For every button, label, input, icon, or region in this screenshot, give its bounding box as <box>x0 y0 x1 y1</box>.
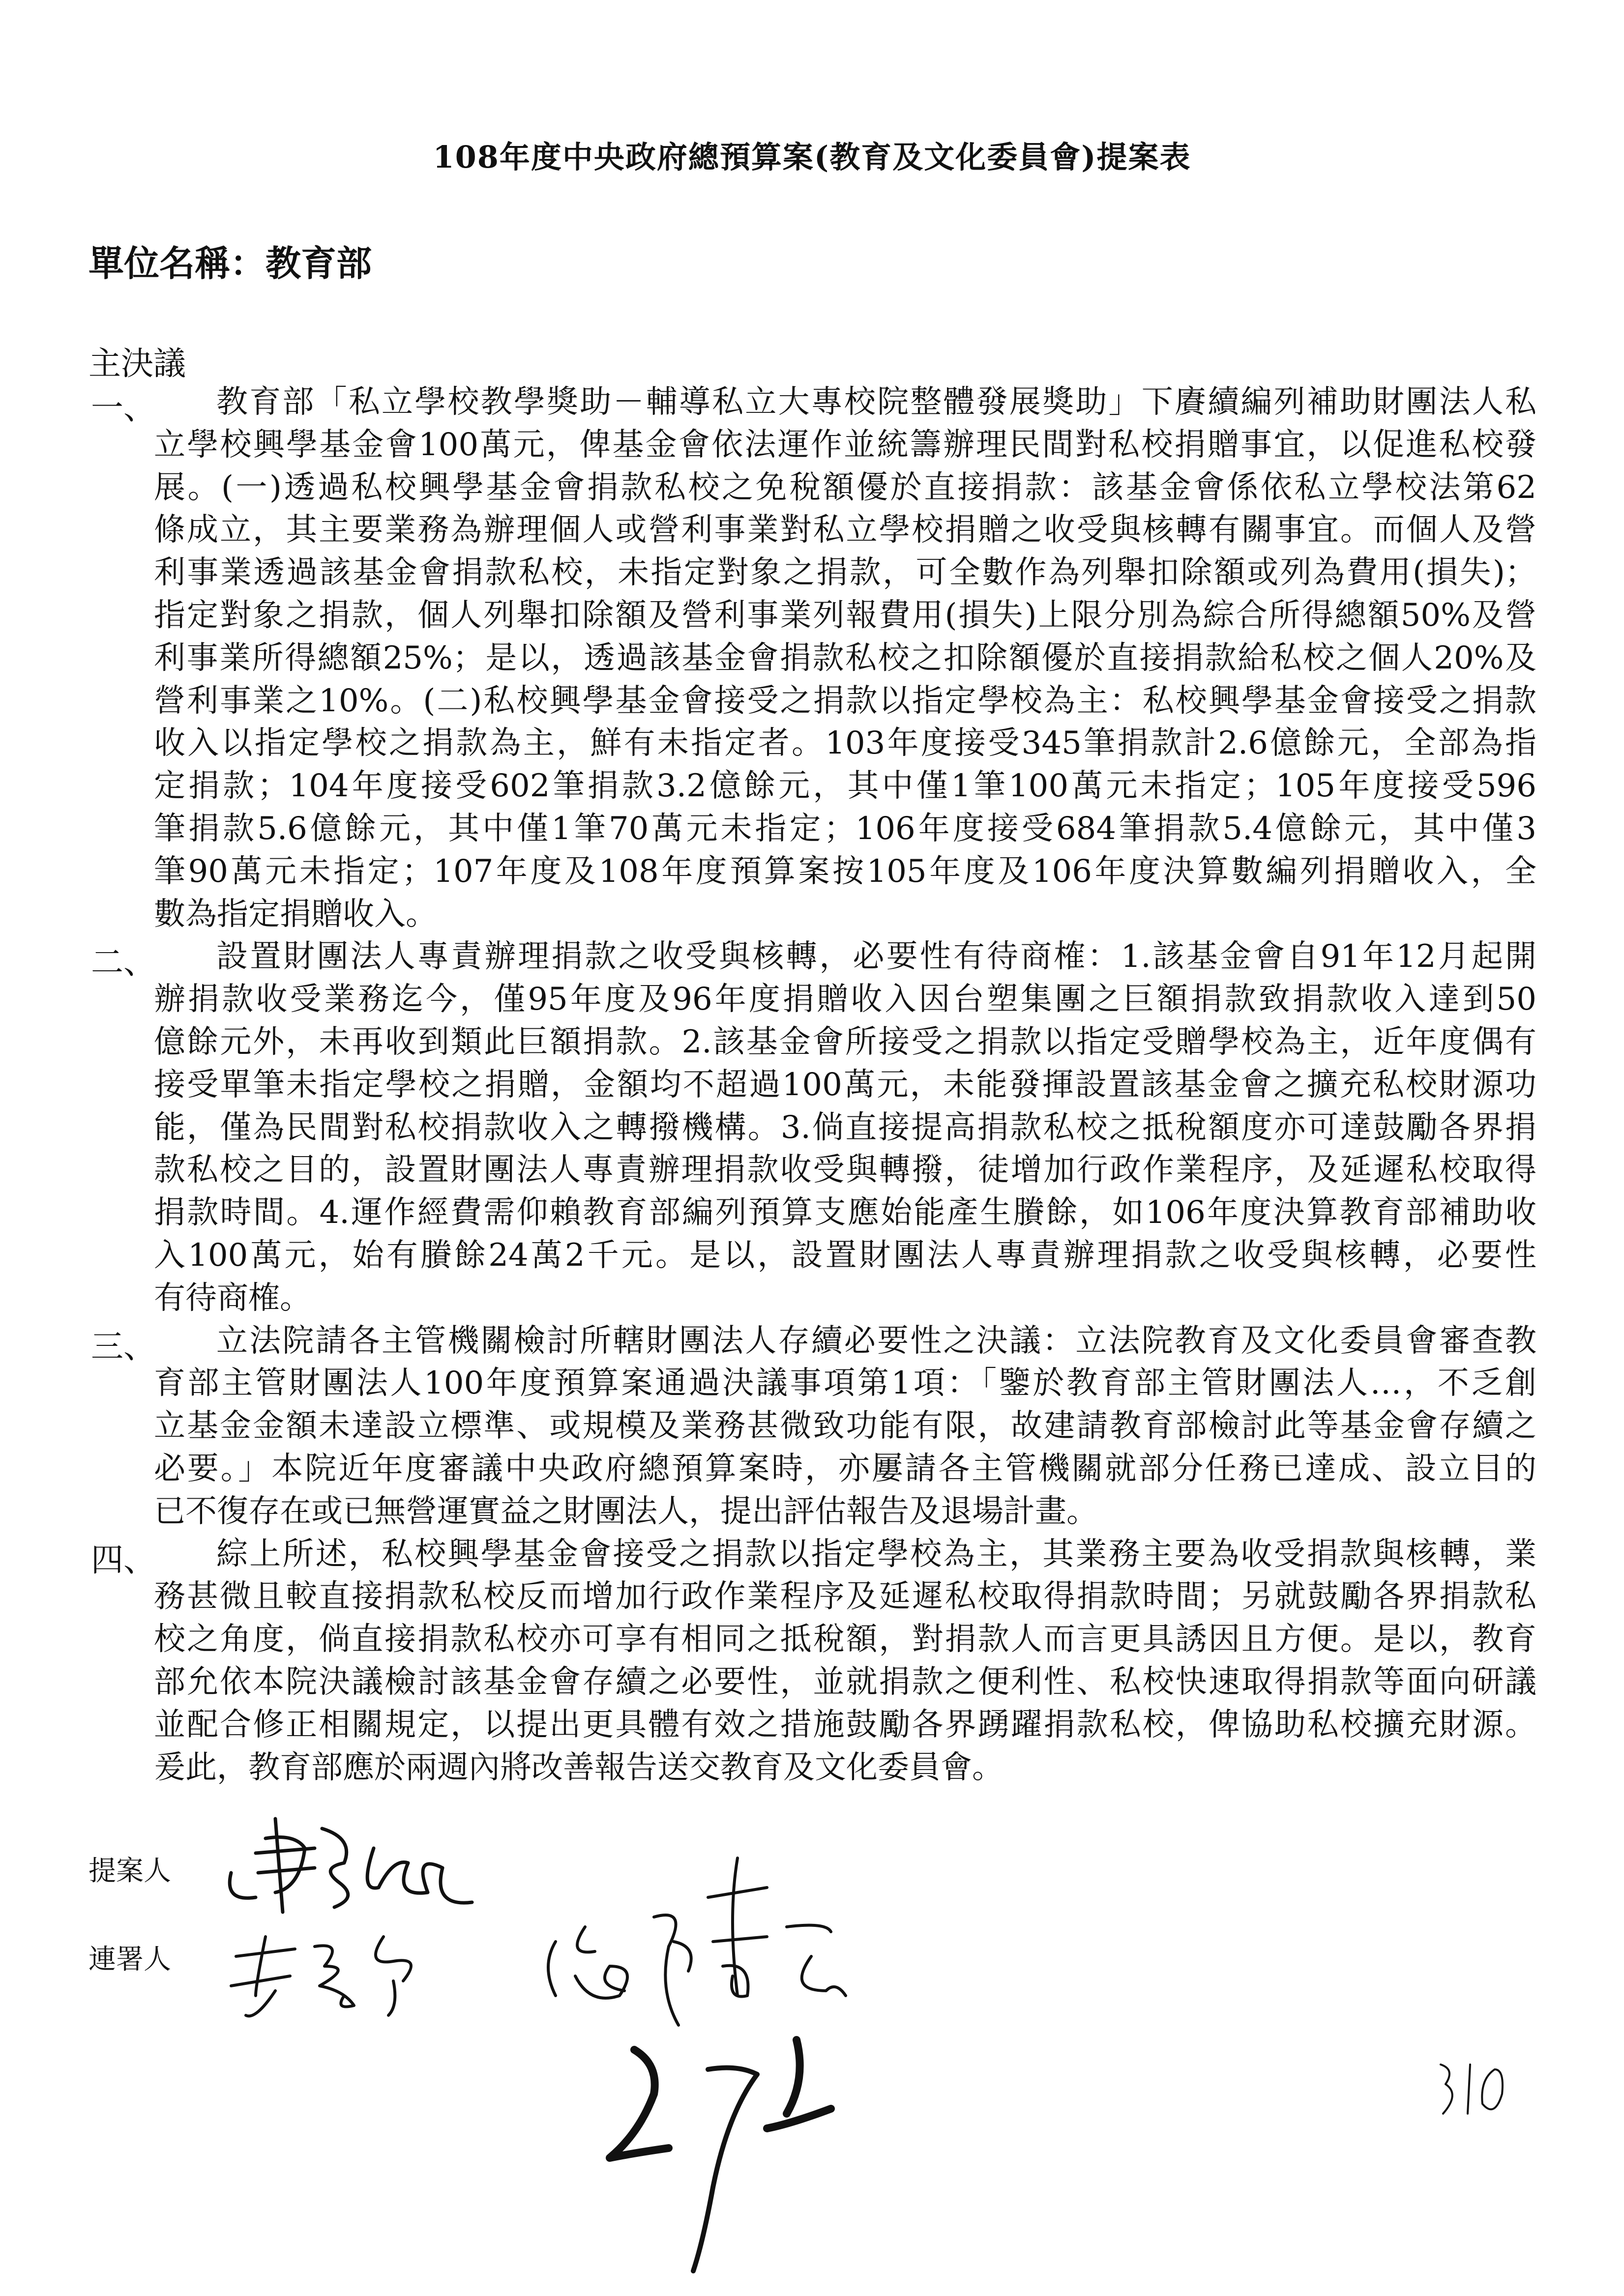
paragraph-line: 接受單筆未指定學校之捐贈，金額均不超過100萬元，未能發揮設置該基金會之擴充私校財源功 <box>154 1066 1536 1103</box>
paragraph-line: 立基金金額未達設立標準、或規模及業務甚微致功能有限，故建請教育部檢討此等基金會存續之 <box>154 1408 1536 1445</box>
paragraph-line: 教育部「私立學校教學獎助－輔導私立大專校院整體發展獎助」下賡續編列補助財團法人私 <box>216 384 1536 420</box>
paragraph-marker: 三、 <box>91 1327 156 1366</box>
paragraph-line: 校之角度，倘直接捐款私校亦可享有相同之抵稅額，對捐款人而言更具誘因且方便。是以，教育 <box>154 1621 1536 1658</box>
paragraph-line: 捐款時間。4.運作經費需仰賴教育部編列預算支應始能產生賸餘，如106年度決算教育部補助收 <box>154 1194 1536 1231</box>
unit-name: 單位名稱：教育部 <box>89 242 372 284</box>
paragraph-line: 款私校之目的，設置財團法人專責辦理捐款收受與轉撥，徒增加行政作業程序，及延遲私校取得 <box>154 1152 1536 1189</box>
paragraph-line: 億餘元外，未再收到類此巨額捐款。2.該基金會所接受之捐款以指定受贈學校為主，近年度偶有 <box>154 1024 1536 1060</box>
paragraph-line: 育部主管財團法人100年度預算案通過決議事項第1項：「鑒於教育部主管財團法人…，不乏創 <box>154 1365 1536 1402</box>
cosigner-label: 連署人 <box>89 1944 171 1976</box>
paragraph-marker: 二、 <box>91 943 156 982</box>
paragraph-line: 有待商榷。 <box>154 1279 311 1316</box>
paragraph-line: 綜上所述，私校興學基金會接受之捐款以指定學校為主，其業務主要為收受捐款與核轉，業 <box>216 1536 1536 1572</box>
paragraph-line: 立法院請各主管機關檢討所轄財團法人存續必要性之決議：立法院教育及文化委員會審查教 <box>216 1322 1536 1359</box>
paragraph-line: 條成立，其主要業務為辦理個人或營利事業對私立學校捐贈之收受與核轉有關事宜。而個人及營 <box>154 512 1536 549</box>
paragraph-line: 利事業透過該基金會捐款私校，未指定對象之捐款，可全數作為列舉扣除額或列為費用(損失)； <box>154 554 1536 591</box>
paragraph-line: 營利事業之10%。(二)私校興學基金會接受之捐款以指定學校為主：私校興學基金會接受之捐款 <box>154 682 1536 719</box>
cosigner-signature-2 <box>548 1858 846 2025</box>
paragraph-line: 必要。」本院近年度審議中央政府總預算案時，亦屢請各主管機關就部分任務已達成、設立目的 <box>154 1451 1536 1487</box>
paragraph-line: 收入以指定學校之捐款為主，鮮有未指定者。103年度接受345筆捐款計2.6億餘元，全部為指 <box>154 725 1536 762</box>
paragraph-line: 指定對象之捐款，個人列舉扣除額及營利事業列報費用(損失)上限分別為綜合所得總額50%及營 <box>154 597 1536 634</box>
paragraph-line: 辦捐款收受業務迄今，僅95年度及96年度捐贈收入因台塑集團之巨額捐款致捐款收入達到50 <box>154 981 1536 1018</box>
paragraph-line: 爰此，教育部應於兩週內將改善報告送交教育及文化委員會。 <box>154 1749 1004 1786</box>
cosigner-signature-1 <box>231 1937 411 2016</box>
paragraph-line: 展。(一)透過私校興學基金會捐款私校之免稅額優於直接捐款：該基金會係依私立學校法第62 <box>154 469 1536 506</box>
paragraph-line: 利事業所得總額25%；是以，透過該基金會捐款私校之扣除額優於直接捐款給私校之個人20%及 <box>154 639 1536 676</box>
paragraph-line: 筆捐款5.6億餘元，其中僅1筆70萬元未指定；106年度接受684筆捐款5.4億餘元，其中僅3 <box>154 811 1536 847</box>
paragraph-line: 入100萬元，始有賸餘24萬2千元。是以，設置財團法人專責辦理捐款之收受與核轉，必要性 <box>154 1237 1536 1274</box>
paragraph-line: 定捐款；104年度接受602筆捐款3.2億餘元，其中僅1筆100萬元未指定；105年度接受596 <box>154 768 1536 805</box>
paragraph-line: 筆90萬元未指定；107年度及108年度預算案按105年度及106年度決算數編列捐贈收入，全 <box>154 853 1536 890</box>
proposer-label: 提案人 <box>89 1855 171 1887</box>
paragraph-marker: 四、 <box>91 1540 156 1579</box>
paragraph-line: 務甚微且較直接捐款私校反而增加行政作業程序及延遲私校取得捐款時間；另就鼓勵各界捐款私 <box>154 1578 1536 1615</box>
proposer-signature <box>230 1819 472 1912</box>
paragraph-line: 已不復存在或已無營運實益之財團法人，提出評估報告及退場計畫。 <box>154 1493 1098 1530</box>
section-heading: 主決議 <box>89 345 186 382</box>
document-title: 108年度中央政府總預算案(教育及文化委員會)提案表 <box>433 139 1191 175</box>
paragraph-marker: 一、 <box>91 389 156 427</box>
paragraph-line: 部允依本院決議檢討該基金會存續之必要性，並就捐款之便利性、私校快速取得捐款等面向研議 <box>154 1664 1536 1700</box>
paragraph-line: 能，僅為民間對私校捐款收入之轉撥機構。3.倘直接提高捐款私校之抵稅額度亦可達鼓勵各界捐 <box>154 1109 1536 1146</box>
page-number-handwritten <box>610 2040 831 2271</box>
paragraph-line: 立學校興學基金會100萬元，俾基金會依法運作並統籌辦理民間對私校捐贈事宜，以促進私校發 <box>154 426 1536 463</box>
paragraph-line: 設置財團法人專責辦理捐款之收受與核轉，必要性有待商榷：1.該基金會自91年12月起開 <box>216 938 1536 975</box>
paragraph-line: 並配合修正相關規定，以提出更具體有效之措施鼓勵各界踴躍捐款私校，俾協助私校擴充財源。 <box>154 1706 1536 1743</box>
sheet-number-handwritten <box>1441 2064 1503 2114</box>
paragraph-line: 數為指定捐贈收入。 <box>154 896 437 932</box>
